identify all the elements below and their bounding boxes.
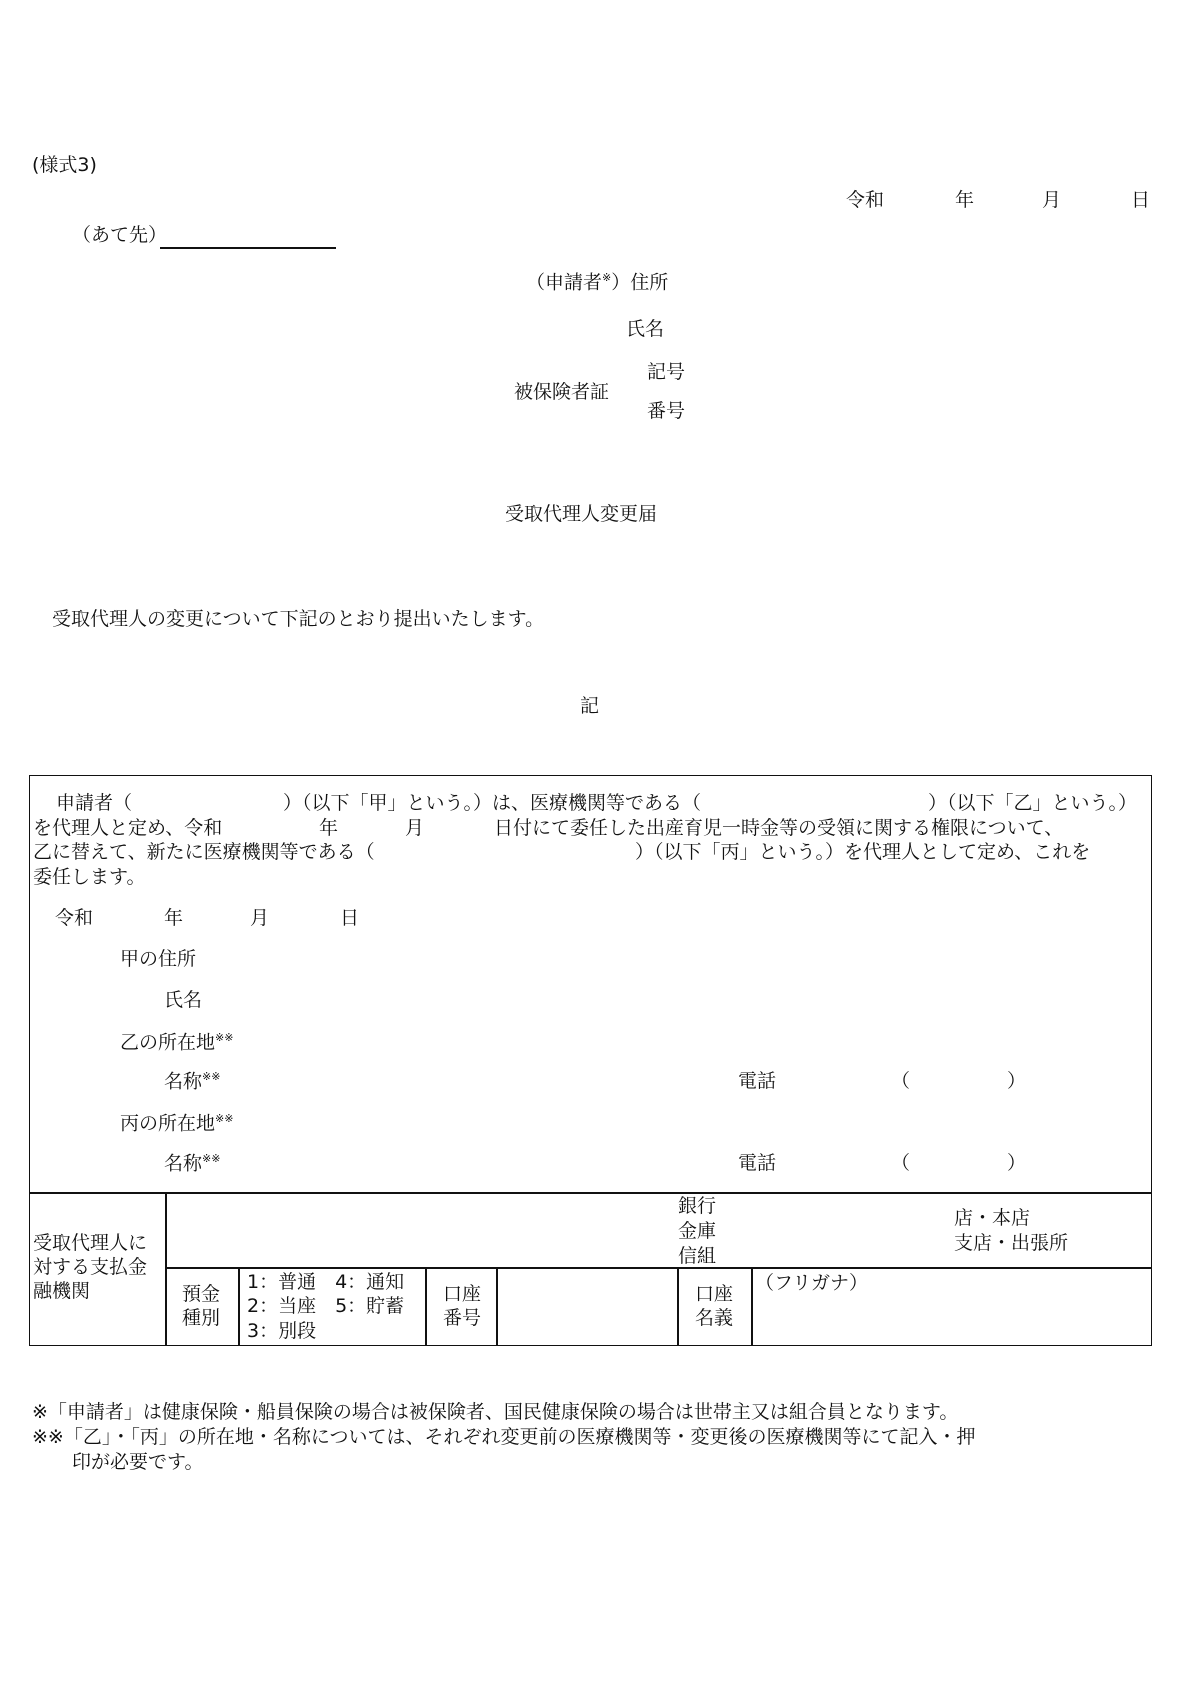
otsu-name-label [164, 1071, 220, 1091]
insurance-number-label: 番号 [647, 400, 686, 422]
document-title: 受取代理人変更届 [505, 503, 658, 525]
delegation-date-month: 月 [250, 907, 270, 929]
note-otsu-hei: ※※「乙」・「丙」の所在地・名称については、それぞれ変更前の医療機関等・変更後の医療機関等にて記入・押 [32, 1426, 976, 1448]
account-number-value-divider [677, 1267, 679, 1346]
delegation-row3-b: ）（以下「丙」という。）を代理人として定め、これを [635, 841, 1091, 863]
account-number-line2: 番号 [443, 1307, 482, 1329]
deposit-option-row2: 2：当座 5：貯蓄 [247, 1295, 405, 1317]
ki-heading: 記 [580, 695, 600, 717]
date-day: 日 [1131, 189, 1151, 211]
hei-name-label [164, 1153, 220, 1173]
hei-name-mark: ※※ [202, 1152, 221, 1165]
bank-header-line1: 受取代理人に [33, 1232, 148, 1254]
hei-location-mark: ※※ [215, 1112, 234, 1125]
bank-header-line3: 融機関 [33, 1280, 91, 1302]
branch-type-main: 店・本店 [954, 1207, 1031, 1229]
note-applicant: ※「申請者」は健康保険・船員保険の場合は被保険者、国民健康保険の場合は世帯主又は組合員となります。 [32, 1401, 959, 1423]
bank-type-shinkumi: 信組 [678, 1245, 717, 1267]
applicant-mark: ※ [602, 271, 612, 284]
furigana-label: （フリガナ） [755, 1272, 869, 1294]
insurance-card-label: 被保険者証 [514, 381, 610, 403]
account-name-label-divider [751, 1267, 753, 1346]
delegation-date-era: 令和 [55, 907, 94, 929]
note-otsu-hei-cont: 印が必要です。 [72, 1451, 204, 1473]
ko-address-label: 甲の住所 [120, 948, 197, 970]
bank-type-bank: 銀行 [678, 1195, 717, 1217]
delegation-row2-a: を代理人と定め、令和 [33, 817, 223, 839]
delegation-row2-d: 日付にて委任した出産育児一時金等の受領に関する権限について、 [494, 817, 1064, 839]
delegation-row1-c: ）（以下「乙」という。） [928, 792, 1138, 814]
delegation-date-day: 日 [340, 907, 360, 929]
otsu-location-label [120, 1032, 233, 1052]
otsu-location-text: 乙の所在地 [120, 1031, 216, 1054]
deposit-options-divider [425, 1267, 427, 1346]
intro-text: 受取代理人の変更について下記のとおり提出いたします。 [52, 608, 545, 630]
hei-location-label [120, 1113, 233, 1133]
hei-location-text: 丙の所在地 [120, 1112, 216, 1135]
date-month: 月 [1042, 189, 1062, 211]
ko-name-label: 氏名 [164, 989, 203, 1011]
account-name-line2: 名義 [695, 1307, 734, 1329]
deposit-label-divider [238, 1267, 240, 1346]
account-number-label-divider [496, 1267, 498, 1346]
bank-header-line2: 対する支払金 [33, 1256, 148, 1278]
delegation-date-year: 年 [164, 907, 184, 929]
date-year: 年 [955, 189, 975, 211]
addressee-blank-line [160, 247, 336, 249]
bank-row-divider [165, 1267, 1152, 1269]
deposit-option-row3: 3：別段 [247, 1320, 317, 1342]
delegation-row3-a: 乙に替えて、新たに医療機関等である（ [33, 841, 375, 863]
branch-type-sub: 支店・出張所 [954, 1232, 1069, 1254]
applicant-name-label: 氏名 [626, 318, 665, 340]
applicant-prefix: （申請者 [526, 271, 603, 294]
delegation-row2-b: 年 [319, 817, 339, 839]
form-label: (様式3) [32, 154, 97, 176]
bank-type-kinko: 金庫 [678, 1220, 717, 1242]
delegation-row1-a: 申請者（ [56, 792, 133, 814]
bank-section-top-line [29, 1192, 1152, 1194]
hei-name-text: 名称 [164, 1152, 203, 1175]
otsu-name-mark: ※※ [202, 1070, 221, 1083]
otsu-name-text: 名称 [164, 1070, 203, 1093]
otsu-phone-open: （ [891, 1070, 911, 1092]
account-number-line1: 口座 [443, 1283, 482, 1305]
delegation-row1-b: ）（以下「甲」という。）は、医療機関等である（ [283, 792, 702, 814]
account-name-line1: 口座 [695, 1283, 734, 1305]
addressee-label: （あて先） [72, 224, 168, 246]
otsu-phone-close: ） [1007, 1070, 1027, 1092]
insurance-symbol-label: 記号 [647, 361, 686, 383]
hei-phone-close: ） [1007, 1152, 1027, 1174]
deposit-option-row1: 1：普通 4：通知 [247, 1271, 405, 1293]
otsu-location-mark: ※※ [215, 1031, 234, 1044]
hei-phone-open: （ [891, 1152, 911, 1174]
applicant-address-text: ）住所 [611, 271, 669, 294]
delegation-row2-c: 月 [405, 817, 425, 839]
otsu-phone-label: 電話 [738, 1070, 777, 1092]
deposit-label-line2: 種別 [182, 1307, 221, 1329]
deposit-label-line1: 預金 [182, 1283, 221, 1305]
hei-phone-label: 電話 [738, 1152, 777, 1174]
delegation-row4: 委任します。 [33, 866, 146, 888]
applicant-address-label [526, 272, 668, 292]
bank-header-divider [165, 1192, 167, 1346]
date-era: 令和 [846, 189, 885, 211]
